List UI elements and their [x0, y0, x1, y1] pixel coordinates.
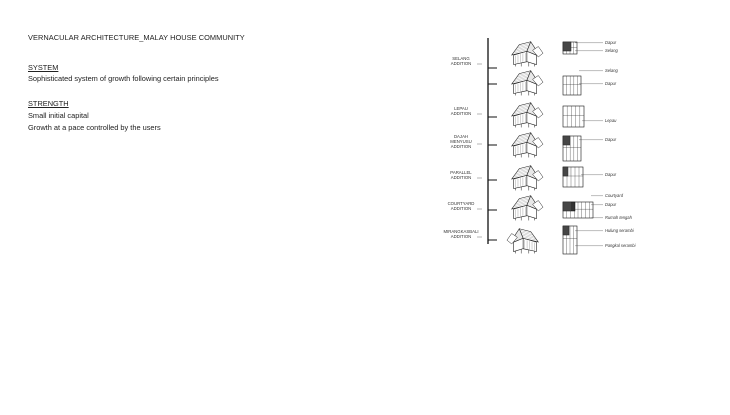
diagram-row: [488, 68, 618, 95]
row-label: MENYUSU: [450, 139, 472, 144]
row-label: PARALLEL: [450, 170, 472, 175]
plan-note: Lepau: [605, 118, 617, 123]
system-heading: SYSTEM: [28, 63, 59, 72]
row-label: ADDITION: [450, 175, 472, 180]
strength-line-1: Small initial capital: [28, 111, 89, 120]
strength-line-2: Growth at a pace controlled by the users: [28, 123, 161, 132]
plan-note: Dapur: [605, 81, 617, 86]
plan-outline: [563, 76, 581, 95]
row-label: ADDITION: [450, 234, 472, 239]
row-label: ADDITION: [450, 111, 472, 116]
plan-note: Courtyard: [605, 193, 623, 198]
plan-note: Selang: [605, 48, 618, 53]
page-title: VERNACULAR ARCHITECTURE_MALAY HOUSE COMMUNITY: [28, 33, 245, 42]
plan-kitchen: [563, 202, 575, 211]
row-label: ADDITION: [450, 206, 472, 211]
plan-kitchen: [563, 167, 568, 176]
row-label: DAJAH: [453, 134, 469, 139]
plan-note: Hulung serambi: [605, 228, 634, 233]
diagram-row: [451, 103, 617, 128]
plan-note: Pangkal serambi: [605, 243, 636, 248]
plan-note: Selang: [605, 68, 618, 73]
row-label: LEPAU: [454, 106, 468, 111]
plan-note: Dapur: [605, 137, 617, 142]
plan-outline: [563, 106, 584, 127]
system-text: Sophisticated system of growth following certain principles: [28, 74, 219, 83]
diagram-row: [451, 40, 619, 68]
row-label: COURTYARD: [447, 201, 475, 206]
diagram-row: [450, 166, 616, 191]
plan-kitchen: [563, 42, 571, 51]
diagram-row: [450, 133, 617, 161]
row-label: SELANG: [452, 56, 470, 61]
row-label: ADDITION: [450, 144, 472, 149]
plan-note: Dapur: [605, 172, 617, 177]
row-label: ADDITION: [450, 61, 472, 66]
diagram-row: [448, 193, 633, 220]
plan-note: Dapur: [605, 202, 617, 207]
plan-note: Dapur: [605, 40, 617, 45]
plan-note: Rumah tengah: [605, 215, 632, 220]
strength-heading: STRENGTH: [28, 99, 69, 108]
diagram-row: [443, 226, 635, 254]
row-label: MIRANGKASBALI: [443, 229, 479, 234]
